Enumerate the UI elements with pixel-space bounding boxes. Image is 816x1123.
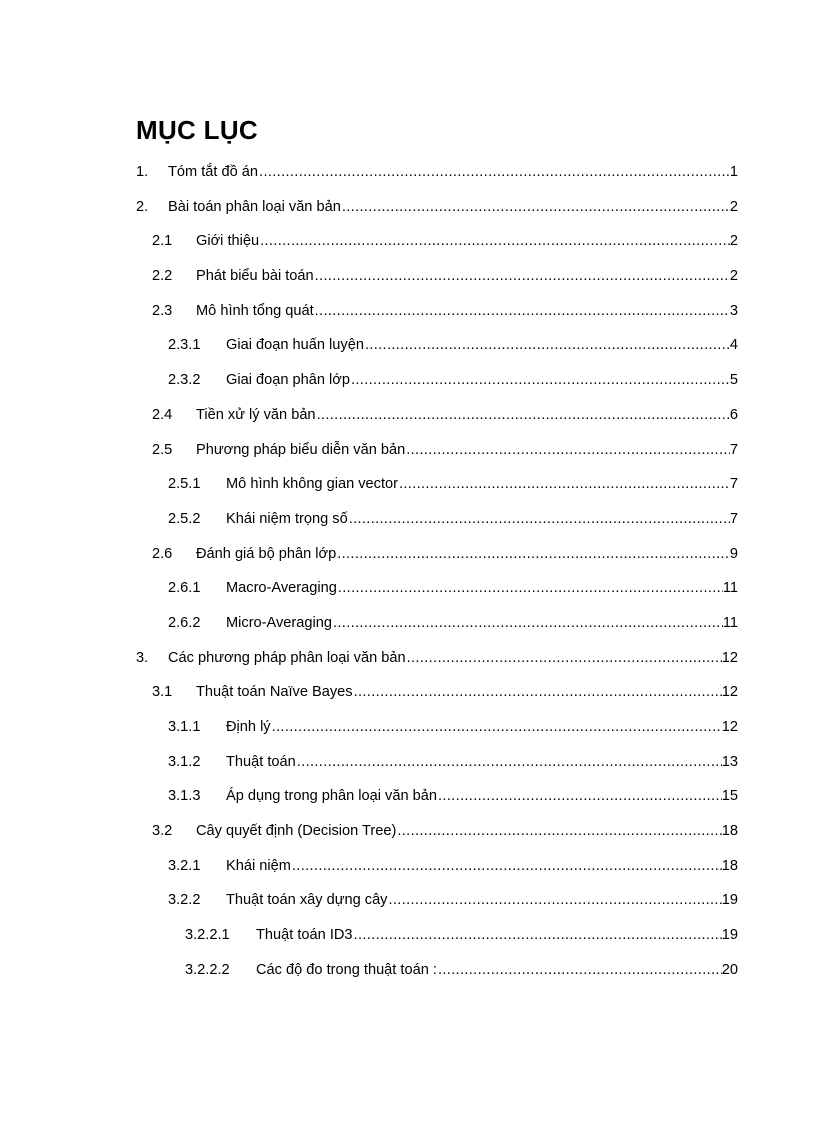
toc-entry-page-number: 1 [729, 164, 738, 180]
toc-dot-leader [297, 745, 722, 780]
toc-entry[interactable] [0, 849, 816, 884]
toc-entry[interactable] [0, 467, 816, 502]
toc-entry[interactable] [0, 155, 816, 190]
toc-entry[interactable] [0, 953, 816, 988]
toc-entry-line [196, 398, 738, 433]
toc-dot-leader [407, 641, 722, 676]
toc-entry-page-number: 3 [729, 302, 738, 319]
toc-entry-title: Mô hình tổng quát [196, 294, 315, 329]
toc-entry[interactable] [0, 537, 816, 572]
toc-entry-page-number: 12 [721, 719, 738, 735]
toc-entry-line [196, 675, 738, 710]
toc-entry[interactable] [0, 259, 816, 294]
toc-entry[interactable] [0, 224, 816, 259]
toc-entry-line [226, 502, 738, 537]
toc-entry[interactable] [0, 328, 816, 363]
toc-entry-page-number: 7 [729, 441, 738, 458]
toc-entry-title: Phương pháp biểu diễn văn bản [196, 433, 406, 468]
toc-entry-number: 3.2 [152, 823, 173, 840]
toc-entry-number: 3.1.1 [168, 719, 201, 735]
toc-entry-title: Khái niệm trọng số [226, 502, 349, 537]
toc-entry[interactable] [0, 814, 816, 849]
toc-entry[interactable] [0, 675, 816, 710]
toc-entry-title: Cây quyết định (Decision Tree) [196, 814, 397, 849]
toc-dot-leader [438, 779, 722, 814]
toc-entry-title: Giai đoạn huấn luyện [226, 328, 365, 363]
toc-entry[interactable] [0, 918, 816, 953]
toc-entry-line [226, 363, 738, 398]
toc-dot-leader [354, 918, 722, 953]
toc-entry-title: Bài toán phân loại văn bản [168, 190, 342, 225]
toc-dot-leader [259, 155, 730, 190]
toc-entry-line [196, 224, 738, 259]
toc-entry[interactable] [0, 779, 816, 814]
toc-entry-title: Đánh giá bộ phân lớp [196, 537, 337, 572]
toc-entry-line [168, 190, 738, 225]
toc-entry-page-number: 7 [729, 476, 738, 493]
toc-entry-title: Các phương pháp phân loại văn bản [168, 641, 407, 676]
toc-entry-title: Macro-Averaging [226, 571, 338, 606]
toc-dot-leader [342, 190, 730, 225]
toc-entry-number: 2.5 [152, 441, 173, 458]
toc-entry-line [256, 918, 738, 953]
toc-entry-number: 2. [136, 198, 149, 215]
toc-dot-leader [406, 433, 730, 468]
toc-entry-number: 2.6.2 [168, 614, 201, 631]
toc-dot-leader [292, 849, 722, 884]
toc-entry-page-number: 20 [721, 961, 738, 978]
toc-entry-title: Các độ đo trong thuật toán : [256, 953, 438, 988]
toc-entry[interactable] [0, 710, 816, 745]
toc-entry-number: 2.5.2 [168, 510, 201, 527]
toc-entry-number: 3.1.3 [168, 788, 201, 805]
toc-entry-line [226, 745, 738, 780]
toc-entry-line [226, 779, 738, 814]
toc-entry-title: Áp dụng trong phân loại văn bản [226, 779, 438, 814]
toc-dot-leader [349, 502, 730, 537]
toc-list [0, 155, 816, 988]
toc-entry[interactable] [0, 398, 816, 433]
toc-entry-title: Định lý [226, 710, 272, 745]
toc-entry-page-number: 18 [721, 823, 738, 840]
toc-entry-title: Thuật toán Naïve Bayes [196, 675, 354, 710]
toc-entry-number: 2.2 [152, 268, 173, 285]
toc-entry-title: Thuật toán ID3 [256, 918, 354, 953]
toc-entry-page-number: 19 [721, 927, 738, 944]
toc-entry-title: Tiền xử lý văn bản [196, 398, 317, 433]
toc-entry-title: Micro-Averaging [226, 606, 333, 641]
toc-entry-page-number: 5 [729, 372, 738, 389]
toc-dot-leader [388, 883, 721, 918]
toc-entry-page-number: 7 [729, 510, 738, 527]
toc-entry-title: Khái niệm [226, 849, 292, 884]
toc-entry-line [196, 294, 738, 329]
toc-entry-line [256, 953, 738, 988]
toc-entry-page-number: 15 [721, 788, 738, 805]
toc-entry[interactable] [0, 571, 816, 606]
toc-entry-page-number: 19 [721, 892, 738, 909]
toc-entry-page-number: 12 [721, 684, 738, 701]
toc-dot-leader [397, 814, 721, 849]
toc-entry-page-number: 18 [721, 857, 738, 874]
toc-entry-title: Thuật toán xây dựng cây [226, 883, 388, 918]
toc-entry-line [196, 814, 738, 849]
toc-dot-leader [365, 328, 730, 363]
toc-entry-number: 2.4 [152, 406, 173, 423]
toc-entry-line [196, 259, 738, 294]
toc-dot-leader [315, 259, 730, 294]
toc-entry-line [226, 328, 738, 363]
toc-entry-number: 3. [136, 649, 149, 666]
toc-entry-line [226, 710, 738, 745]
toc-entry-number: 2.6.1 [168, 580, 201, 597]
toc-dot-leader [337, 537, 730, 572]
toc-entry-page-number: 11 [722, 580, 738, 597]
toc-entry[interactable] [0, 363, 816, 398]
toc-entry-number: 2.3.2 [168, 372, 201, 389]
toc-entry[interactable] [0, 294, 816, 329]
toc-entry-line [168, 155, 738, 190]
toc-entry-page-number: 12 [721, 649, 738, 666]
toc-entry-page-number: 13 [721, 753, 738, 770]
toc-entry-line [196, 537, 738, 572]
toc-entry-title: Giai đoạn phân lớp [226, 363, 351, 398]
toc-entry-title: Phát biểu bài toán [196, 259, 315, 294]
toc-dot-leader [260, 224, 730, 259]
toc-entry-line [226, 849, 738, 884]
toc-entry-title: Mô hình không gian vector [226, 467, 399, 502]
toc-dot-leader [438, 953, 722, 988]
toc-entry-page-number: 9 [729, 545, 738, 562]
toc-entry-page-number: 2 [729, 233, 738, 250]
toc-entry-number: 3.2.2.2 [185, 961, 230, 978]
toc-title: MỤC LỤC [136, 115, 258, 145]
toc-entry-number: 3.2.2 [168, 892, 201, 909]
toc-entry-line [196, 433, 738, 468]
toc-entry-page-number: 2 [729, 268, 738, 285]
toc-entry[interactable] [0, 606, 816, 641]
toc-entry-number: 1. [136, 164, 149, 180]
toc-entry-page-number: 4 [729, 337, 738, 354]
toc-entry-number: 2.6 [152, 545, 173, 562]
toc-entry-line [226, 883, 738, 918]
toc-dot-leader [317, 398, 730, 433]
toc-entry[interactable] [0, 745, 816, 780]
toc-dot-leader [399, 467, 730, 502]
toc-entry[interactable] [0, 433, 816, 468]
toc-dot-leader [272, 710, 722, 745]
toc-entry-line [226, 467, 738, 502]
toc-dot-leader [333, 606, 723, 641]
toc-entry-number: 2.3.1 [168, 337, 201, 354]
toc-dot-leader [354, 675, 722, 710]
toc-entry-title: Tóm tắt đồ án [168, 155, 259, 190]
toc-entry-number: 3.1.2 [168, 753, 201, 770]
toc-entry-line [226, 606, 738, 641]
toc-dot-leader [351, 363, 730, 398]
toc-entry-page-number: 11 [722, 614, 738, 631]
toc-entry-line [168, 641, 738, 676]
toc-entry-number: 2.5.1 [168, 476, 201, 493]
toc-entry-number: 2.3 [152, 302, 173, 319]
toc-entry-line [226, 571, 738, 606]
toc-entry-number: 2.1 [152, 233, 173, 250]
toc-entry[interactable] [0, 190, 816, 225]
toc-entry[interactable] [0, 883, 816, 918]
toc-entry-title: Thuật toán [226, 745, 297, 780]
toc-entry[interactable] [0, 641, 816, 676]
toc-entry-page-number: 2 [729, 198, 738, 215]
toc-entry-page-number: 6 [729, 406, 738, 423]
toc-entry-number: 3.2.2.1 [185, 927, 230, 944]
toc-dot-leader [338, 571, 723, 606]
toc-entry-number: 3.1 [152, 684, 173, 701]
toc-entry-title: Giới thiệu [196, 224, 260, 259]
toc-entry[interactable] [0, 502, 816, 537]
toc-dot-leader [315, 294, 730, 329]
toc-entry-number: 3.2.1 [168, 857, 201, 874]
